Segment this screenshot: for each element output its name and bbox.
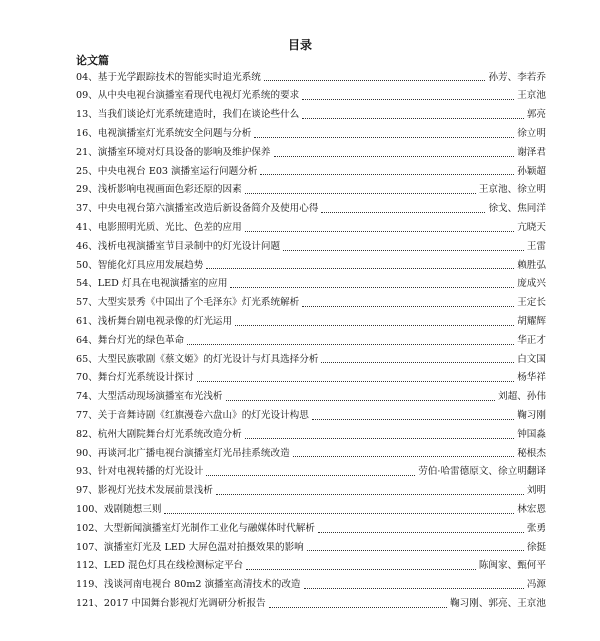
toc-entry[interactable] bbox=[76, 538, 546, 557]
toc-entry[interactable] bbox=[76, 444, 546, 463]
toc-entry[interactable] bbox=[76, 162, 546, 181]
toc-entry-title: 50、智能化灯具应用发展趋势 bbox=[76, 259, 204, 271]
toc-dot-leader bbox=[264, 71, 486, 81]
toc-entry[interactable] bbox=[76, 256, 546, 275]
toc-dot-leader bbox=[307, 541, 524, 551]
toc-entry[interactable] bbox=[76, 463, 546, 482]
toc-entry-title: 121、2017 中国舞台影视灯光调研分析报告 bbox=[76, 597, 266, 609]
toc-entry-title: 37、中央电视台第六演播室改造后新设备简介及使用心得 bbox=[76, 203, 319, 215]
toc-dot-leader bbox=[260, 165, 514, 175]
toc-dot-leader bbox=[206, 259, 514, 269]
toc-entry-author: 白文国 bbox=[517, 353, 546, 365]
toc-entry-author: 劳伯·哈雷德原文、徐立明翻译 bbox=[418, 466, 546, 478]
toc-entry-title: 90、再谈河北广播电视台演播室灯光吊挂系统改造 bbox=[76, 447, 290, 459]
toc-entry[interactable] bbox=[76, 106, 546, 125]
toc-entry-title: 61、浅析舞台剧电视录像的灯光运用 bbox=[76, 315, 233, 327]
toc-entry-author: 胡耀辉 bbox=[517, 315, 546, 327]
toc-dot-leader bbox=[246, 560, 476, 570]
toc-entry-author: 冯源 bbox=[526, 579, 546, 591]
toc-entry-author: 鞠习刚、郭亮、王京池 bbox=[450, 597, 546, 609]
toc-entry-title: 97、影视灯光技术发展前景浅析 bbox=[76, 485, 213, 497]
toc-entry-author: 杨华祥 bbox=[517, 372, 546, 384]
toc-entry-author: 钟国淼 bbox=[517, 428, 546, 440]
toc-dot-leader bbox=[187, 335, 514, 345]
toc-dot-leader bbox=[321, 353, 514, 363]
toc-dot-leader bbox=[318, 523, 524, 533]
toc-entry-author: 刘超、孙伟 bbox=[498, 391, 546, 403]
toc-entry-author: 庞成兴 bbox=[517, 278, 546, 290]
toc-dot-leader bbox=[164, 504, 514, 514]
toc-entry-title: 74、大型活动现场演播室布光浅析 bbox=[76, 391, 223, 403]
toc-entry[interactable] bbox=[76, 68, 546, 87]
toc-entry[interactable] bbox=[76, 87, 546, 106]
page-title: 目录 bbox=[287, 38, 312, 52]
toc-dot-leader bbox=[321, 203, 485, 213]
toc-entry-author: 林宏恩 bbox=[517, 503, 546, 515]
toc-entry[interactable] bbox=[76, 200, 546, 219]
toc-entry-title: 21、演播室环境对灯具设备的影响及维护保养 bbox=[76, 146, 271, 158]
toc-entry[interactable] bbox=[76, 425, 546, 444]
toc-dot-leader bbox=[226, 391, 496, 401]
toc-entry-author: 王京池 bbox=[517, 90, 546, 102]
toc-entry-title: 04、基于光学跟踪技术的智能实时追光系统 bbox=[76, 71, 261, 83]
toc-entry[interactable] bbox=[76, 388, 546, 407]
toc-dot-leader bbox=[254, 128, 514, 138]
toc-entry-title: 16、电视演播室灯光系统安全问题与分析 bbox=[76, 127, 252, 139]
toc-dot-leader bbox=[293, 447, 515, 457]
toc-dot-leader bbox=[245, 429, 515, 439]
toc-entry-title: 119、浅谈河南电视台 80m2 演播室高清技术的改造 bbox=[76, 579, 301, 591]
toc-dot-leader bbox=[304, 579, 524, 589]
toc-entry[interactable] bbox=[76, 312, 546, 331]
toc-entry-author: 徐挺 bbox=[526, 541, 546, 553]
toc-dot-leader bbox=[312, 410, 514, 420]
toc-dot-leader bbox=[274, 147, 515, 157]
toc-entry[interactable] bbox=[76, 482, 546, 501]
toc-entry[interactable] bbox=[76, 331, 546, 350]
toc-dot-leader bbox=[230, 278, 514, 288]
toc-entry-title: 93、针对电视转播的灯光设计 bbox=[76, 466, 204, 478]
toc-entry[interactable] bbox=[76, 557, 546, 576]
toc-dot-leader bbox=[302, 297, 514, 307]
toc-dot-leader bbox=[235, 316, 514, 326]
toc-entry-author: 王雷 bbox=[526, 240, 546, 252]
toc-dot-leader bbox=[197, 372, 514, 382]
toc-entry-author: 谢泽君 bbox=[517, 146, 546, 158]
toc-entry-title: 25、中央电视台 E03 演播室运行问题分析 bbox=[76, 165, 258, 177]
toc-entry-title: 107、演播室灯光及 LED 大屏色温对拍摄效果的影响 bbox=[76, 541, 304, 553]
toc-entry-title: 102、大型新闻演播室灯光制作工业化与融媒体时代解析 bbox=[76, 522, 315, 534]
toc-entry-title: 77、关于音舞诗剧《红旗漫卷六盘山》的灯光设计构思 bbox=[76, 409, 309, 421]
toc-entry-title: 70、舞台灯光系统设计探讨 bbox=[76, 372, 194, 384]
toc-entry[interactable] bbox=[76, 500, 546, 519]
toc-entry-title: 09、从中央电视台演播室看现代电视灯光系统的要求 bbox=[76, 90, 300, 102]
toc-entry[interactable] bbox=[76, 519, 546, 538]
toc-entry-author: 亢晓天 bbox=[517, 221, 546, 233]
toc-entry[interactable] bbox=[76, 350, 546, 369]
table-of-contents bbox=[76, 68, 546, 613]
toc-entry-title: 65、大型民族歌剧《蔡文姬》的灯光设计与灯具选择分析 bbox=[76, 353, 319, 365]
toc-entry-title: 57、大型实景秀《中国出了个毛泽东》灯光系统解析 bbox=[76, 297, 300, 309]
toc-entry[interactable] bbox=[76, 594, 546, 613]
toc-entry-author: 王定长 bbox=[517, 297, 546, 309]
toc-dot-leader bbox=[283, 241, 524, 251]
toc-entry-title: 29、浅析影响电视画面色彩还原的因素 bbox=[76, 184, 242, 196]
toc-entry-author: 徐戈、焦同洋 bbox=[488, 203, 546, 215]
toc-entry[interactable] bbox=[76, 237, 546, 256]
toc-dot-leader bbox=[269, 598, 447, 608]
toc-entry[interactable] bbox=[76, 294, 546, 313]
toc-entry-author: 郭亮 bbox=[526, 109, 546, 121]
toc-entry-title: 41、电影照明光质、光比、色差的应用 bbox=[76, 221, 242, 233]
toc-dot-leader bbox=[302, 90, 514, 100]
toc-entry[interactable] bbox=[76, 181, 546, 200]
toc-entry[interactable] bbox=[76, 406, 546, 425]
toc-entry-author: 孙芳、李若乔 bbox=[488, 71, 546, 83]
toc-entry-author: 华正才 bbox=[517, 334, 546, 346]
toc-entry-author: 陈闽家、甄何平 bbox=[478, 560, 546, 572]
toc-entry-title: 82、杭州大剧院舞台灯光系统改造分析 bbox=[76, 428, 242, 440]
toc-entry-title: 64、舞台灯光的绿色革命 bbox=[76, 334, 185, 346]
toc-entry-title: 100、戏剧随想三则 bbox=[76, 503, 162, 515]
toc-entry-author: 赖胜弘 bbox=[517, 259, 546, 271]
toc-entry-author: 徐立明 bbox=[517, 127, 546, 139]
toc-dot-leader bbox=[206, 466, 415, 476]
toc-entry-author: 王京池、徐立明 bbox=[478, 184, 546, 196]
toc-dot-leader bbox=[216, 485, 524, 495]
toc-entry-title: 46、浅析电视演播室节目录制中的灯光设计问题 bbox=[76, 240, 281, 252]
toc-entry[interactable] bbox=[76, 124, 546, 143]
toc-entry-title: 54、LED 灯具在电视演播室的应用 bbox=[76, 278, 228, 290]
toc-entry[interactable] bbox=[76, 369, 546, 388]
toc-entry[interactable] bbox=[76, 218, 546, 237]
toc-entry-author: 秘根杰 bbox=[517, 447, 546, 459]
toc-entry-author: 鞠习刚 bbox=[517, 409, 546, 421]
toc-entry[interactable] bbox=[76, 576, 546, 595]
toc-entry-title: 13、当我们谈论灯光系统建造时，我们在谈论些什么 bbox=[76, 109, 300, 121]
toc-entry-author: 张勇 bbox=[526, 522, 546, 534]
toc-entry[interactable] bbox=[76, 275, 546, 294]
toc-entry-author: 孙颖超 bbox=[517, 165, 546, 177]
toc-entry[interactable] bbox=[76, 143, 546, 162]
toc-dot-leader bbox=[245, 184, 476, 194]
toc-entry-author: 刘明 bbox=[526, 485, 546, 497]
section-title: 论文篇 bbox=[76, 54, 109, 67]
toc-dot-leader bbox=[245, 222, 515, 232]
toc-entry-title: 112、LED 混色灯具在线检测标定平台 bbox=[76, 560, 244, 572]
toc-dot-leader bbox=[302, 109, 524, 119]
